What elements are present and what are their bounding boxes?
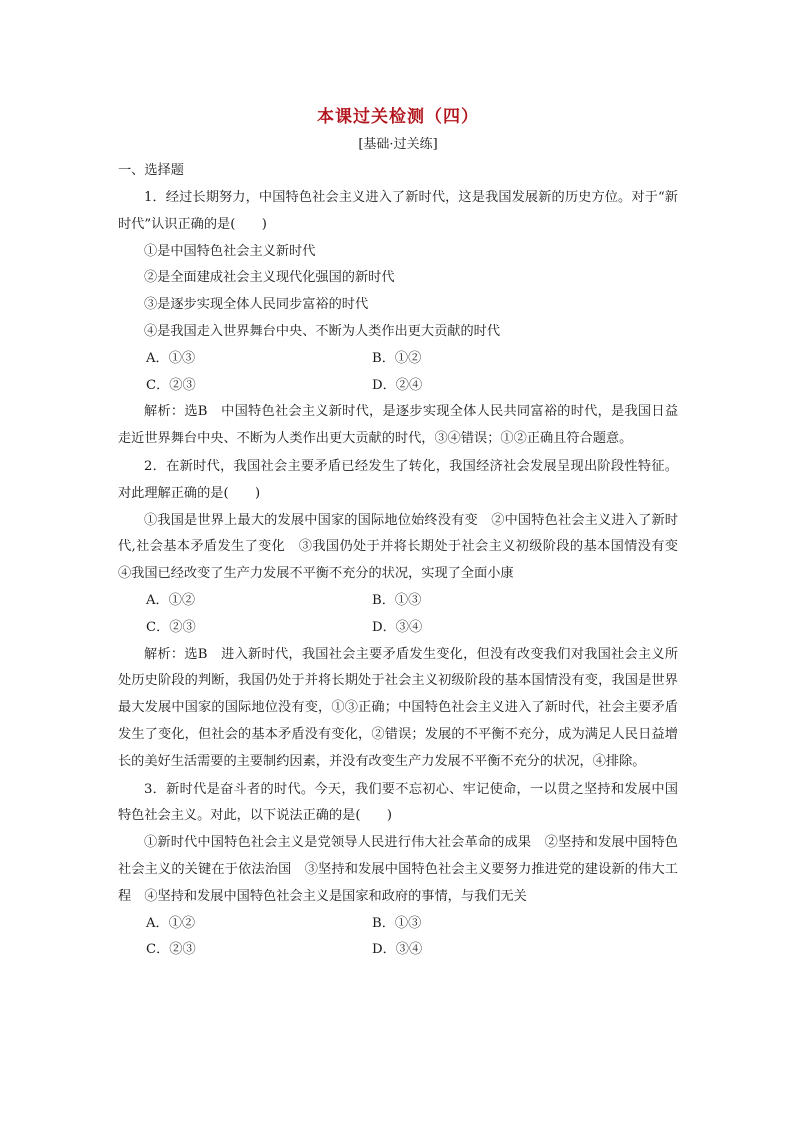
statement-item: ②是全面建成社会主义现代化强国的新时代 (144, 270, 395, 286)
options-row (118, 615, 678, 642)
page-title: 本课过关检测（四） (317, 107, 479, 127)
analysis-text: 解析：选B 进入新时代，我国社会主要矛盾发生变化，但没有改变我们对我国社会主义所处历史阶段的判断，我国仍处于并将长期处于社会主义初级阶段的基本国情没有变，我国是世界最大发展中国家的国际地位没有变，①③正确；中国特色社会主义进入了新时代，社会主要矛盾发生了变化，但社会的基本矛盾没有变化，②错误；发展的不平衡不充分，成为满足人民日益增长的美好生活需要的主要制约因素，并没有改变生产力发展不平衡不充分的状况，④排除。 (118, 646, 678, 769)
question-stem: 1．经过长期努力，中国特色社会主义进入了新时代，这是我国发展新的历史方位。对于“新时代”认识正确的是( ) (118, 190, 678, 232)
section-heading: 一、选择题 (118, 163, 184, 178)
statement-items: ①新时代中国特色社会主义是党领导人民进行伟大社会革命的成果 ②坚持和发展中国特色社会主义的关键在于依法治国 ③坚持和发展中国特色社会主义要努力推进党的建设新的伟大工程 ④坚持和发展中国特色社会主义是国家和政府的事情，与我们无关 (118, 835, 678, 904)
analysis-text: 解析：选B 中国特色社会主义新时代，是逐步实现全体人民共同富裕的时代，是我国日益走近世界舞台中央、不断为人类作出更大贡献的时代，③④错误；①②正确且符合题意。 (118, 404, 678, 447)
options-row (118, 588, 678, 615)
option-b: B．①② (372, 350, 422, 366)
option-d: D．③④ (372, 619, 423, 635)
document-page (118, 104, 692, 964)
option-b: B．①③ (372, 592, 422, 608)
options-row (118, 346, 678, 373)
options-row (118, 937, 678, 964)
options-row (118, 373, 678, 400)
option-b: B．①③ (372, 915, 422, 931)
question-2 (118, 454, 692, 776)
option-a: A．①② (146, 915, 196, 931)
statement-item: ③是逐步实现全体人民同步富裕的时代 (144, 297, 369, 313)
option-c: C．②③ (146, 942, 196, 958)
option-c: C．②③ (146, 619, 196, 635)
statement-item: ①是中国特色社会主义新时代 (144, 243, 316, 259)
page-subtitle: [基础·过关练] (358, 137, 438, 152)
statement-items: ①我国是世界上最大的发展中国家的国际地位始终没有变 ②中国特色社会主义进入了新时代,社会基本矛盾发生了变化 ③我国仍处于并将长期处于社会主义初级阶段的基本国情没有变 ④我国已经改变了生产力发展不平衡不充分的状况，实现了全面小康 (118, 512, 692, 582)
option-a: A．①② (146, 592, 196, 608)
option-d: D．②④ (372, 377, 423, 393)
options-row (118, 911, 678, 938)
option-c: C．②③ (146, 377, 196, 393)
option-a: A．①③ (146, 350, 196, 366)
question-stem: 2．在新时代，我国社会主要矛盾已经发生了转化，我国经济社会发展呈现出阶段性特征。对此理解正确的是( ) (118, 458, 678, 501)
question-stem: 3．新时代是奋斗者的时代。今天，我们要不忘初心、牢记使命，一以贯之坚持和发展中国特色社会主义。对此，以下说法正确的是( ) (118, 781, 678, 824)
question-3 (118, 777, 678, 965)
statement-item: ④是我国走入世界舞台中央、不断为人类作出更大贡献的时代 (144, 323, 501, 339)
option-d: D．③④ (372, 942, 423, 958)
question-1 (118, 185, 678, 453)
